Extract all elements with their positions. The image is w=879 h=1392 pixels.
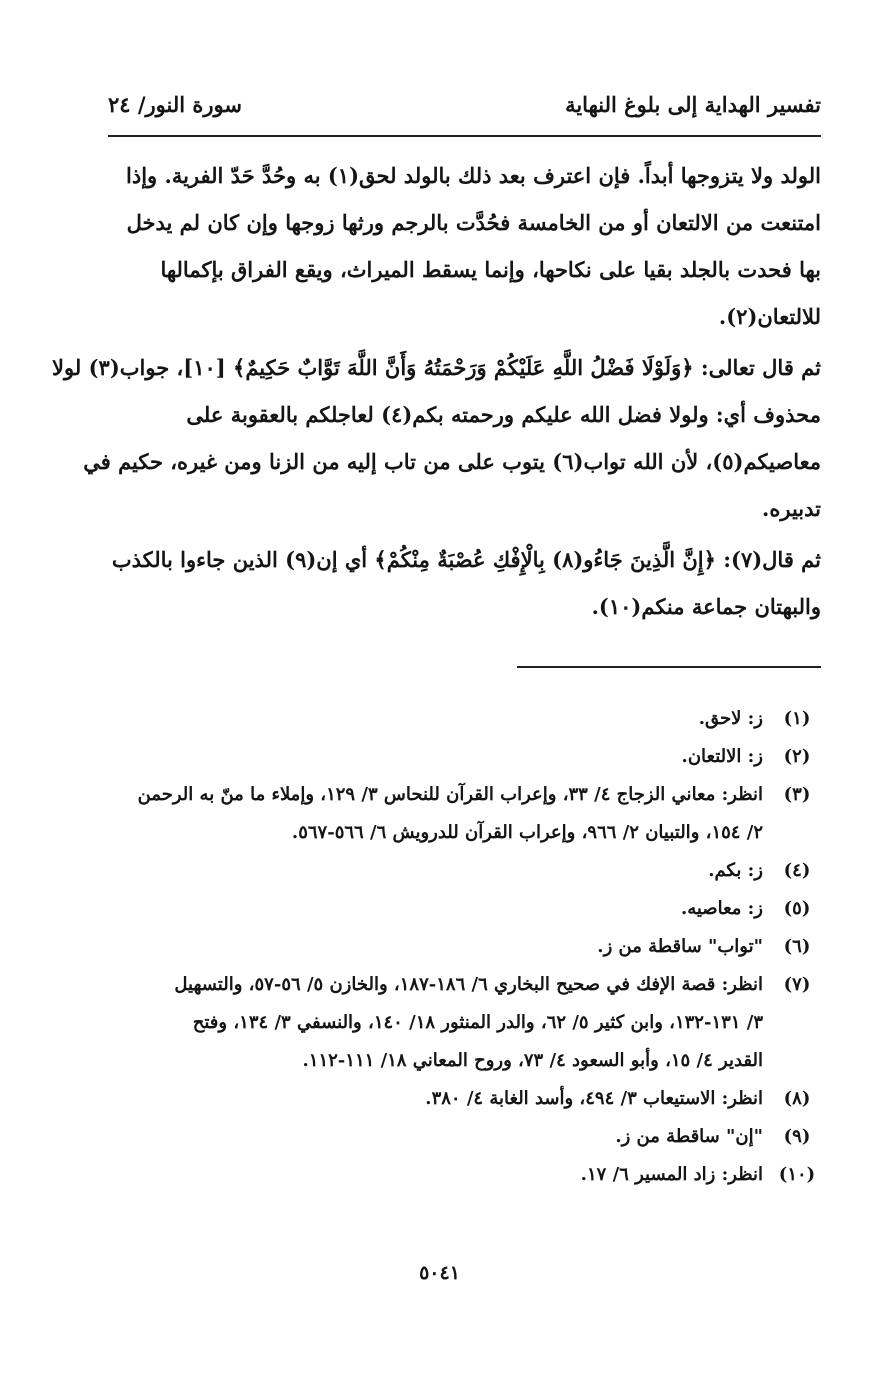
footnote	[108, 890, 821, 928]
footnote-text: ز: بكم.	[708, 860, 763, 881]
surah-label: سورة النور/ ٢٤	[108, 92, 243, 117]
footnote-number: (١)	[783, 708, 811, 729]
footnote-text: ٢/ ١٥٤، والتبيان ٢/ ٩٦٦، وإعراب القرآن للدرويش ٦/ ٥٦٦-٥٦٧.	[291, 822, 763, 843]
text-line: امتنعت من الالتعان أو من الخامسة فحُدَّت بالرجم ورثها زوجها وإن كان لم يدخل	[126, 210, 821, 235]
footnote	[108, 700, 821, 738]
header-rule	[108, 135, 821, 137]
paragraph-1	[108, 152, 821, 340]
footnote-text: "إن" ساقطة من ز.	[615, 1126, 763, 1147]
footnote	[108, 966, 821, 1080]
footnote	[108, 1156, 821, 1194]
footnote-text: "تواب" ساقطة من ز.	[597, 936, 763, 957]
paragraph-2	[52, 344, 821, 532]
text-line: بها فحدت بالجلد بقيا على نكاحها، وإنما يسقط الميراث، ويقع الفراق بإكمالها	[160, 257, 821, 282]
footnote-number: (٦)	[783, 936, 811, 957]
footnote-text: انظر: قصة الإفك في صحيح البخاري ٦/ ١٨٦-١٨٧، والخازن ٥/ ٥٦-٥٧، والتسهيل	[174, 974, 763, 995]
footnote-number: (٥)	[783, 898, 811, 919]
footnote-text: انظر: الاستيعاب ٣/ ٤٩٤، وأسد الغابة ٤/ ٣٨٠.	[425, 1088, 763, 1109]
footnote-number: (١٠)	[778, 1164, 816, 1185]
footnote	[108, 852, 821, 890]
text-line: ثم قال تعالى: ﴿وَلَوْلَا فَضْلُ اللَّهِ عَلَيْكُمْ وَرَحْمَتُهُ وَأَنَّ اللَّهَ تَوَّابٌ حَكِيمٌ﴾ [١٠]، جواب(٣) لولا	[52, 355, 821, 380]
footnote-text: ز: لاحق.	[698, 708, 763, 729]
text-line: تدبيره.	[762, 496, 821, 521]
footnote-text: ٣/ ١٣١-١٣٢، وابن كثير ٥/ ٦٢، والدر المنثور ١٨/ ١٤٠، والنسفي ٣/ ١٣٤، وفتح	[192, 1012, 763, 1033]
footnote	[108, 738, 821, 776]
footnote-text: انظر: معاني الزجاج ٤/ ٣٣، وإعراب القرآن للنحاس ٣/ ١٢٩، وإملاء ما منّ به الرحمن	[137, 784, 763, 805]
text-line: الولد ولا يتزوجها أبداً. فإن اعترف بعد ذلك بالولد لحق(١) به وحُدَّ حَدّ الفرية. وإذا	[126, 163, 821, 188]
footnote	[108, 776, 821, 852]
footnote	[108, 1118, 821, 1156]
footnotes	[108, 700, 821, 1194]
footnote-separator	[517, 666, 821, 668]
running-header	[108, 92, 821, 128]
text-line: معاصيكم(٥)، لأن الله تواب(٦) يتوب على من تاب إليه من الزنا ومن غيره، حكيم في	[83, 449, 821, 474]
page-number: ٥٠٤١	[419, 1262, 460, 1284]
paragraph-3	[108, 536, 821, 630]
footnote-number: (٨)	[783, 1088, 811, 1109]
footnote	[108, 1080, 821, 1118]
footnote-number: (٣)	[783, 784, 811, 805]
footnote	[108, 928, 821, 966]
book-title: تفسير الهداية إلى بلوغ النهاية	[565, 92, 821, 117]
footnote-text: القدير ٤/ ١٥، وأبو السعود ٤/ ٧٣، وروح المعاني ١٨/ ١١١-١١٢.	[302, 1050, 763, 1071]
footnote-text: انظر: زاد المسير ٦/ ١٧.	[580, 1164, 763, 1185]
footnote-number: (٧)	[783, 974, 811, 995]
footnote-text: ز: الالتعان.	[681, 746, 763, 767]
text-line: محذوف أي: ولولا فضل الله عليكم ورحمته بكم(٤) لعاجلكم بالعقوبة على	[186, 402, 821, 427]
footnote-number: (٢)	[783, 746, 811, 767]
text-line: للالتعان(٢).	[718, 304, 821, 329]
footnote-text: ز: معاصيه.	[680, 898, 763, 919]
text-line: والبهتان جماعة منكم(١٠).	[591, 594, 821, 619]
footnote-number: (٩)	[783, 1126, 811, 1147]
text-line: ثم قال(٧): ﴿إِنَّ الَّذِينَ جَاءُو(٨) بِالْإِفْكِ عُصْبَةٌ مِنْكُمْ﴾ أي إن(٩) الذين جاءوا بالكذب	[111, 547, 821, 572]
footnote-number: (٤)	[783, 860, 811, 881]
